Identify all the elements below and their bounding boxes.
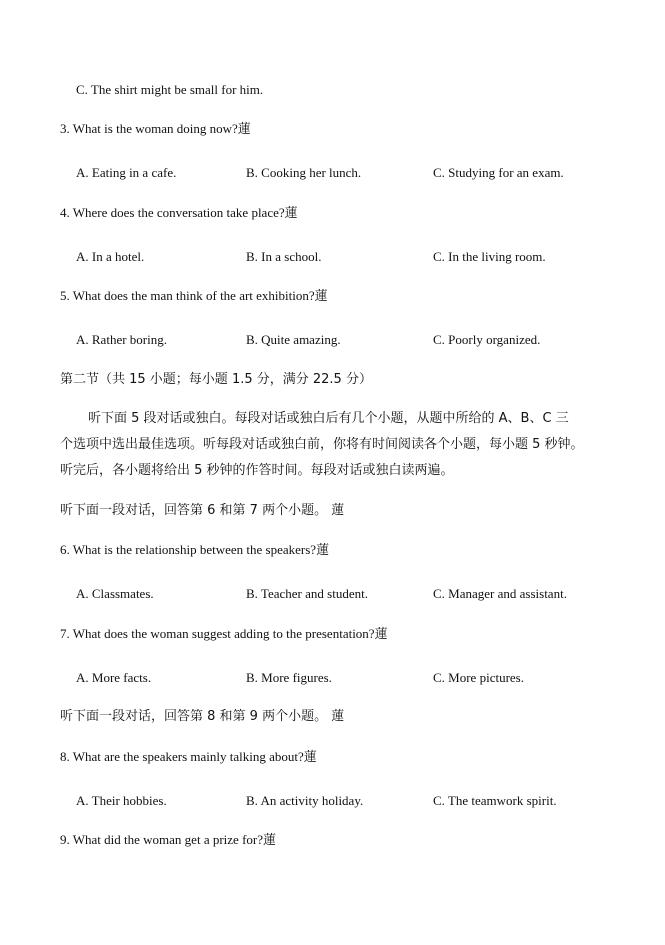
instruction-line-2: 个选项中选出最佳选项。听每段对话或独白前，你将有时间阅读各个小题，每小题 5 秒钟。 (60, 437, 584, 452)
q5-option-b: B. Quite amazing. (246, 332, 341, 347)
q8-option-a: A. Their hobbies. (76, 793, 167, 808)
q2-option-c: C. The shirt might be small for him. (76, 82, 264, 97)
q3-option-a: A. Eating in a cafe. (76, 165, 177, 180)
section-2-instructions (60, 406, 620, 484)
q7-option-b: B. More figures. (246, 670, 332, 685)
conversation-8-9-intro: 听下面一段对话，回答第 8 和第 9 两个小题。 蓮 (60, 709, 345, 724)
question-3: 3. What is the woman doing now?蓮 (60, 121, 251, 136)
section-2-heading: 第二节（共 15 小题；每小题 1.5 分，满分 22.5 分） (60, 372, 372, 387)
instruction-line-1: 听下面 5 段对话或独白。每段对话或独白后有几个小题，从题中所给的 A、B、C 三 (88, 411, 569, 426)
question-9: 9. What did the woman get a prize for?蓮 (60, 832, 276, 847)
q8-option-b: B. An activity holiday. (246, 793, 364, 808)
question-5: 5. What does the man think of the art exhibition?蓮 (60, 288, 328, 303)
q6-option-a: A. Classmates. (76, 586, 154, 601)
q4-option-c: C. In the living room. (433, 249, 546, 264)
q7-option-a: A. More facts. (76, 670, 152, 685)
q8-option-c: C. The teamwork spirit. (433, 793, 557, 808)
q3-option-c: C. Studying for an exam. (433, 165, 564, 180)
conversation-6-7-intro: 听下面一段对话，回答第 6 和第 7 两个小题。 蓮 (60, 503, 345, 518)
q4-option-a: A. In a hotel. (76, 249, 145, 264)
q3-option-b: B. Cooking her lunch. (246, 165, 362, 180)
q6-option-b: B. Teacher and student. (246, 586, 368, 601)
q6-option-c: C. Manager and assistant. (433, 586, 567, 601)
question-4: 4. Where does the conversation take place?蓮 (60, 205, 298, 220)
question-6: 6. What is the relationship between the speakers?蓮 (60, 542, 330, 557)
q5-option-c: C. Poorly organized. (433, 332, 541, 347)
q4-option-b: B. In a school. (246, 249, 322, 264)
q7-option-c: C. More pictures. (433, 670, 524, 685)
q5-option-a: A. Rather boring. (76, 332, 167, 347)
instruction-line-3: 听完后，各小题将给出 5 秒钟的作答时间。每段对话或独白读两遍。 (60, 463, 454, 478)
question-7: 7. What does the woman suggest adding to the presentation?蓮 (60, 626, 388, 641)
question-8: 8. What are the speakers mainly talking about?蓮 (60, 749, 317, 764)
